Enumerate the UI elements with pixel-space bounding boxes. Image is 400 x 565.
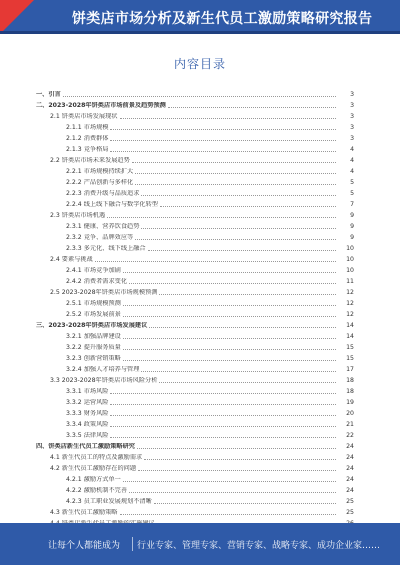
toc-entry-page: 25 [346,498,354,505]
toc-entry-page: 9 [350,212,354,219]
toc-entry-label: 3.3.5 法律风险 [66,432,109,439]
toc-entry-label: 2.3.3 多元化、线下线上融合 [66,245,146,252]
toc-entry-page: 4 [350,157,354,164]
toc-entry[interactable] [36,319,354,330]
toc-entry-label: 2.5 2023-2028年饼类店市场规模预测 [50,289,158,296]
toc-entry[interactable] [36,286,354,297]
toc-dot-leader [123,299,336,306]
toc-entry[interactable] [36,429,354,440]
toc-dot-leader [110,123,336,130]
toc-entry[interactable] [36,396,354,407]
toc-entry-page: 3 [350,124,354,131]
toc-dot-leader [135,178,336,185]
toc-dot-leader [135,233,336,240]
toc-entry[interactable] [36,440,354,451]
toc-dot-leader [141,365,336,372]
toc-entry[interactable] [36,121,354,132]
toc-entry[interactable] [36,374,354,385]
toc-entry-page: 3 [350,91,354,98]
toc-entry-page: 4 [350,146,354,153]
toc-entry[interactable] [36,341,354,352]
toc-entry[interactable] [36,385,354,396]
toc-entry-label: 一、引言 [36,91,61,98]
toc-entry-label: 2.1.1 市场规模 [66,124,109,131]
toc-dot-leader [141,222,336,229]
report-title: 饼类店市场分析及新生代员工激励策略研究报告 [72,11,373,27]
toc-entry-label: 2.2.3 消费升级与品质追求 [66,190,140,197]
toc-entry-label: 4.2 新生代员工激励存在的问题 [50,465,137,472]
toc-entry-label: 2.3.1 健康、营养饮食趋势 [66,223,140,230]
toc-entry-page: 25 [346,509,354,516]
toc-entry[interactable] [36,154,354,165]
toc-entry-page: 4 [350,168,354,175]
toc-entry-page: 12 [346,311,354,318]
toc-entry-label: 2.2.1 市场规模持续扩大 [66,168,134,175]
toc-entry-label: 2.2.4 线上线下融合与数字化转型 [66,201,158,208]
toc-entry-label: 2.2.2 产品创新与多样化 [66,179,134,186]
toc-entry-label: 三、2023-2028年饼类店市场发展建议 [36,322,148,329]
toc-dot-leader [110,134,336,141]
toc-entry-label: 3.2.3 创新营销策略 [66,355,121,362]
toc-entry-page: 7 [350,201,354,208]
toc-dot-leader [110,420,336,427]
toc-dot-leader [144,453,336,460]
toc-entry-label: 4.1 新生代员工的特点及激励需求 [50,454,143,461]
toc-dot-leader [132,156,336,163]
toc-entry[interactable] [36,297,354,308]
toc-dot-leader [141,189,336,196]
toc-entry[interactable] [36,462,354,473]
toc-entry-page: 10 [346,267,354,274]
toc-entry-label: 2.1.3 竞争格局 [66,146,109,153]
toc-dot-leader [123,354,336,361]
toc-dot-leader [123,343,336,350]
toc-dot-leader [168,101,336,108]
toc-entry-page: 22 [346,432,354,439]
toc-entry-label: 4.2.2 激励机制不完善 [66,487,128,494]
toc-entry-label: 3.2.2 提升服务质量 [66,344,121,351]
toc-entry[interactable] [36,99,354,110]
toc-dot-leader [129,277,336,284]
toc-entry-page: 12 [346,300,354,307]
toc-entry[interactable] [36,187,354,198]
toc-entry-page: 3 [350,135,354,142]
toc-dot-leader [110,387,336,394]
toc-dot-leader [63,90,336,97]
toc-entry-page: 17 [346,366,354,373]
toc-dot-leader [95,255,336,262]
toc-entry[interactable] [36,484,354,495]
toc-entry[interactable] [36,165,354,176]
toc-dot-leader [159,376,336,383]
toc-entry-label: 2.1.2 消费群体 [66,135,109,142]
toc-dot-leader [123,332,336,339]
toc-dot-leader [137,442,336,449]
toc-entry-label: 四、饼类店新生代员工激励策略研究 [36,443,135,450]
toc-dot-leader [110,145,336,152]
toc-entry[interactable] [36,253,354,264]
header-accent-triangle [0,0,34,34]
toc-entry[interactable] [36,264,354,275]
footer-bar [0,523,400,565]
toc-entry-label: 3.3.2 运营风险 [66,399,109,406]
toc-entry-label: 4.2.3 员工职业发展规划不清晰 [66,498,152,505]
toc-entry-page: 5 [350,179,354,186]
toc-entry-label: 2.5.2 市场发展前景 [66,311,121,318]
toc-dot-leader [120,112,337,119]
toc-entry-label: 4.2.1 激励方式单一 [66,476,121,483]
footer-slogan-left: 让每个人都能成为 [48,540,121,551]
toc-entry[interactable] [36,275,354,286]
toc-dot-leader [129,486,336,493]
toc-entry[interactable] [36,352,354,363]
toc-entry-label: 2.3 饼类店市场机遇 [50,212,106,219]
toc-dot-leader [120,508,337,515]
toc-entry[interactable] [36,495,354,506]
toc-entry-label: 3.2.1 加强品牌建设 [66,333,121,340]
toc-entry-page: 10 [346,256,354,263]
toc-entry-page: 15 [346,355,354,362]
toc-dot-leader [107,211,336,218]
toc-entry-page: 14 [346,322,354,329]
toc-dot-leader [110,398,336,405]
toc-entry-page: 20 [346,410,354,417]
toc-entry-label: 3.3.1 市场风险 [66,388,109,395]
toc-entry-label: 3.3 2023-2028年饼类店市场风险分析 [50,377,158,384]
toc-entry-page: 10 [346,245,354,252]
toc-dot-leader [149,321,336,328]
toc-entry-label: 2.2 饼类店市场未来发展趋势 [50,157,130,164]
toc-entry-page: 24 [346,454,354,461]
toc-dot-leader [154,497,336,504]
toc-entry-page: 12 [346,289,354,296]
toc-dot-leader [160,200,336,207]
toc-entry-label: 二、2023-2028年饼类店市场前景及趋势预测 [36,102,166,109]
toc-entry-page: 9 [350,234,354,241]
toc-heading: 内容目录 [173,57,226,71]
toc-entry-page: 24 [346,443,354,450]
toc-entry[interactable] [36,308,354,319]
toc-entry-page: 24 [346,465,354,472]
toc-entry-page: 18 [346,377,354,384]
toc-entry-label: 3.3.3 财务风险 [66,410,109,417]
toc-entry[interactable] [36,418,354,429]
toc-entry[interactable] [36,242,354,253]
toc-entry-label: 2.4.2 消费者需求变化 [66,278,128,285]
toc-dot-leader [110,431,336,438]
toc-dot-leader [110,409,336,416]
table-of-contents [36,88,354,539]
toc-entry-label: 4.3 新生代员工激励策略 [50,509,118,516]
toc-dot-leader [138,464,336,471]
toc-dot-leader [123,310,336,317]
toc-entry[interactable] [36,407,354,418]
toc-dot-leader [159,288,336,295]
toc-dot-leader [123,266,336,273]
toc-entry[interactable] [36,220,354,231]
toc-entry[interactable] [36,110,354,121]
toc-entry-page: 19 [346,399,354,406]
toc-entry[interactable] [36,209,354,220]
toc-entry[interactable] [36,451,354,462]
toc-entry-page: 14 [346,333,354,340]
header-bar [0,0,400,34]
toc-entry-label: 3.2.4 加强人才培养与管理 [66,366,140,373]
toc-entry-page: 11 [346,278,354,285]
toc-entry-page: 21 [346,421,354,428]
toc-entry-page: 9 [350,223,354,230]
toc-entry[interactable] [36,88,354,99]
toc-entry-page: 18 [346,388,354,395]
toc-entry[interactable] [36,132,354,143]
toc-entry-label: 2.3.2 竞争、品牌效应等 [66,234,134,241]
toc-entry[interactable] [36,176,354,187]
toc-entry-page: 24 [346,487,354,494]
toc-entry[interactable] [36,506,354,517]
toc-entry-page: 15 [346,344,354,351]
toc-dot-leader [135,167,336,174]
toc-entry-label: 2.4.1 市场竞争加剧 [66,267,121,274]
toc-entry[interactable] [36,363,354,374]
toc-dot-leader [123,475,336,482]
toc-entry-label: 2.1 饼类店市场发展现状 [50,113,118,120]
toc-entry[interactable] [36,198,354,209]
toc-entry-label: 2.4 要素与挑战 [50,256,93,263]
footer-slogan-right: 行业专家、管理专家、营销专家、战略专家、成功企业家…… [137,540,381,551]
toc-entry-label: 3.3.4 政策风险 [66,421,109,428]
toc-entry-page: 5 [350,190,354,197]
toc-entry[interactable] [36,143,354,154]
toc-entry-page: 3 [350,102,354,109]
toc-entry[interactable] [36,330,354,341]
toc-entry-page: 3 [350,113,354,120]
toc-entry[interactable] [36,231,354,242]
toc-entry-page: 24 [346,476,354,483]
toc-entry-label: 2.5.1 市场规模预测 [66,300,121,307]
toc-dot-leader [148,244,336,251]
toc-entry[interactable] [36,473,354,484]
